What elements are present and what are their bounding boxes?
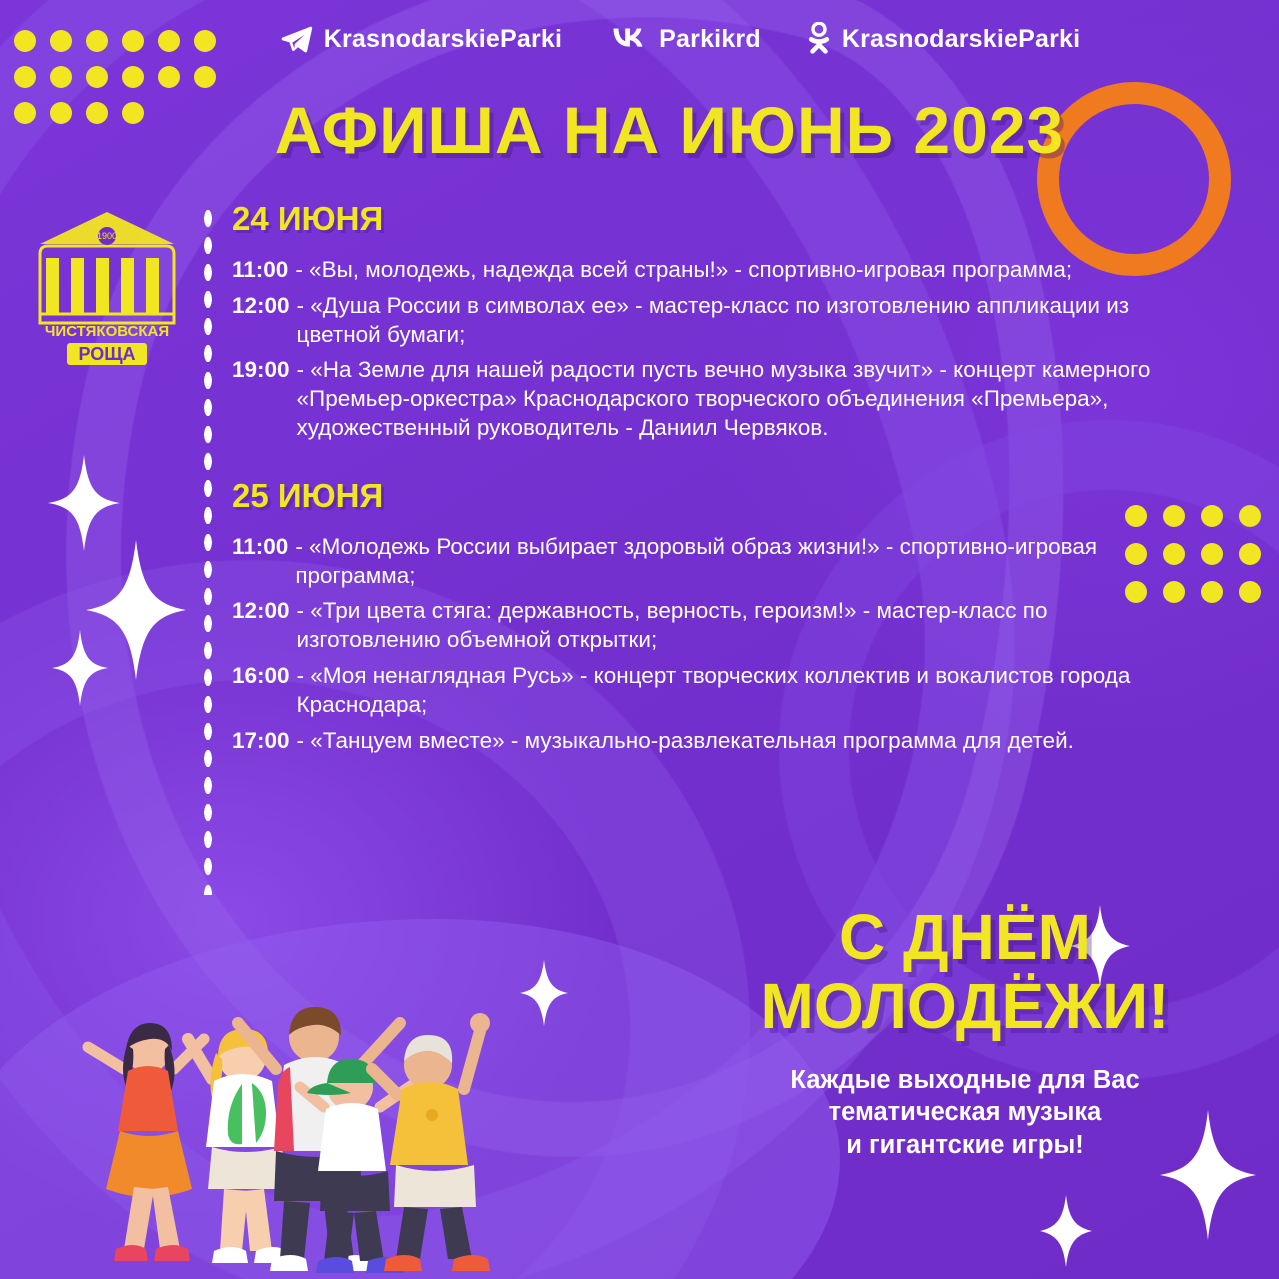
sparkle-icon <box>48 455 120 551</box>
greeting-line-2: МОЛОДЁЖИ! <box>760 970 1170 1043</box>
page-title: АФИША НА ИЮНЬ 2023 <box>274 93 1065 167</box>
event-item <box>232 597 1162 655</box>
event-time: 11:00 <box>232 533 289 559</box>
social-link-telegram[interactable] <box>279 22 562 56</box>
logo-year: 1900 <box>96 231 118 241</box>
event-item <box>232 727 1162 756</box>
event-text: - «На Земле для нашей радости пусть вечно музыка звучит» - концерт камерного «Премьер-оркестра» Краснодарского творческого объединения «Премьера», художественный руководитель - Даниил Червяков. <box>296 357 1151 440</box>
social-links-bar <box>0 22 1279 56</box>
event-item <box>232 533 1162 591</box>
social-link-odnoklassniki[interactable] <box>807 22 1080 56</box>
event-item <box>232 292 1162 350</box>
person-1 <box>88 1023 204 1261</box>
greeting-note-line-2: тематическая музыка <box>828 1098 1102 1127</box>
event-text: - «Три цвета стяга: державность, верность, героизм!» - мастер-класс по изготовлению объемной открытки; <box>296 598 1048 653</box>
sparkle-icon <box>52 630 108 706</box>
schedule-list <box>232 200 1162 762</box>
event-time: 17:00 <box>232 727 290 753</box>
event-text: - «Вы, молодежь, надежда всей страны!» - спортивно-игровая программа; <box>295 257 1073 282</box>
social-label-vk: Parkikrd <box>659 24 761 53</box>
sparkle-icon <box>1040 1195 1092 1267</box>
logo-line2: РОЩА <box>78 344 136 364</box>
odnoklassniki-icon <box>807 22 831 56</box>
greeting-note-line-1: Каждые выходные для Вас <box>790 1065 1140 1094</box>
greeting-line-1: С ДНЁМ <box>839 901 1091 973</box>
event-item <box>232 662 1162 720</box>
logo-line1: ЧИСТЯКОВСКАЯ <box>44 323 170 340</box>
day-heading-24: 24 ИЮНЯ <box>232 200 384 237</box>
event-item <box>232 256 1162 285</box>
social-label-telegram: KrasnodarskieParki <box>323 24 563 53</box>
event-time: 12:00 <box>232 598 290 624</box>
day-heading-25: 25 ИЮНЯ <box>232 476 384 514</box>
event-text: - «Танцуем вместе» - музыкально-развлекательная программа для детей. <box>296 727 1074 753</box>
park-logo <box>22 196 192 366</box>
greeting-block <box>685 901 1245 1161</box>
event-time: 12:00 <box>232 292 290 318</box>
greeting-note-line-3: и гигантские игры! <box>846 1130 1084 1159</box>
event-text: - «Моя ненаглядная Русь» - концерт творческих коллектив и вокалистов города Краснодара; <box>296 662 1131 717</box>
social-link-vk[interactable] <box>608 24 761 54</box>
timeline-dotted-divider <box>202 205 214 895</box>
event-text: - «Душа России в символах ее» - мастер-класс по изготовлению аппликации из цветной бумаги; <box>296 292 1130 347</box>
event-item <box>232 356 1162 442</box>
event-time: 19:00 <box>232 357 290 383</box>
people-illustration <box>28 919 588 1279</box>
greeting-note <box>685 1064 1245 1162</box>
vk-icon <box>608 24 648 54</box>
event-time: 11:00 <box>232 257 289 282</box>
event-time: 16:00 <box>232 662 290 688</box>
social-label-odnoklassniki: KrasnodarskieParki <box>841 24 1081 53</box>
event-text: - «Молодежь России выбирает здоровый образ жизни!» - спортивно-игровая программа; <box>295 533 1098 588</box>
person-5 <box>372 1013 490 1271</box>
telegram-icon <box>279 22 313 56</box>
